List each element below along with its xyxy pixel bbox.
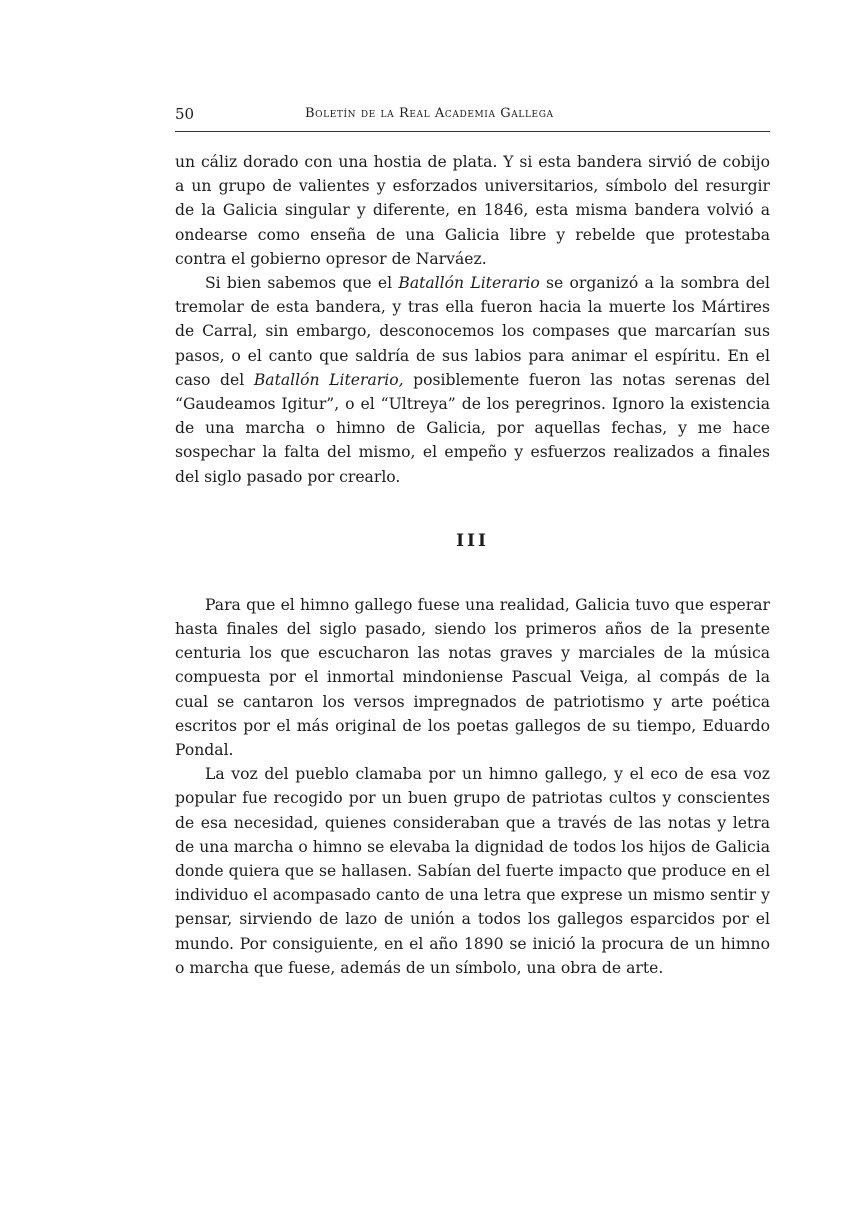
paragraph-2: [175, 271, 770, 489]
paragraph-3-text: Para que el himno gallego fuese una realidad, Galicia tuvo que esperar hasta finales del siglo pasado, siendo los primeros años de la presente centuria los que escucharon las notas graves y marciales de la música compuesta por el inmortal mindoniense Pascual Veiga, al compás de la cual se cantaron los versos impregnados de patriotismo y arte poética escritos por el más original de los poetas gallegos de su tiempo, Eduardo Pondal.: [175, 595, 770, 760]
paragraph-2-text-b: se organizó a la sombra del tremolar de esta bandera, y tras ella fueron hacia la muerte los Mártires de Carral, sin embargo, desconocemos los compases que marcarían sus pasos, o el canto que saldría de sus labios para animar el espíritu. En el caso del: [175, 274, 770, 389]
header-rule: [175, 131, 770, 132]
paragraph-2-text-a: Si bien sabemos que el: [205, 274, 399, 293]
batallon-literario-title-2: Batallón Literario,: [253, 370, 404, 389]
paragraph-1-text: un cáliz dorado con una hostia de plata. Y si esta bandera sirvió de cobijo a un grupo de valientes y esforzados universitarios, símbolo del resurgir de la Galicia singular y diferente, en 1846, esta misma bandera volvió a ondearse como enseña de una Galicia libre y rebelde que protestaba contra el gobierno opresor de Narváez.: [175, 153, 770, 268]
paragraph-4: [175, 762, 770, 980]
body-text: [175, 150, 770, 980]
paragraph-1: [175, 150, 770, 271]
paragraph-2-text-c: posiblemente fueron las notas serenas del “Gaudeamos Igitur”, o el “Ultreya” de los peregrinos. Ignoro la existencia de una marcha o himno de Galicia, por aquellas fechas, y me hace sospechar la falta del mismo, el empeño y esfuerzos realizados a finales del siglo pasado por crearlo.: [175, 370, 770, 486]
section-heading: III: [456, 530, 489, 551]
running-head: [175, 105, 770, 127]
batallon-literario-title: Batallón Literario: [398, 274, 540, 293]
page-number: 50: [175, 105, 195, 123]
paragraph-4-text: La voz del pueblo clamaba por un himno gallego, y el eco de esa voz popular fue recogido por un buen grupo de patriotas cultos y conscientes de esa necesidad, quienes consideraban que a través de las notas y letra de una marcha o himno se elevaba la dignidad de todos los hijos de Galicia donde quiera que se hallasen. Sabían del fuerte impacto que produce en el individuo el acompasado canto de una letra que exprese un mismo sentir y pensar, sirviendo de lazo de unión a todos los gallegos esparcidos por el mundo. Por consiguiente, en el año 1890 se inició la procura de un himno o marcha que fuese, además de un símbolo, una obra de arte.: [175, 765, 770, 977]
journal-title: Boletín de la Real Academia Gallega: [305, 106, 554, 121]
paragraph-3: [175, 593, 770, 762]
